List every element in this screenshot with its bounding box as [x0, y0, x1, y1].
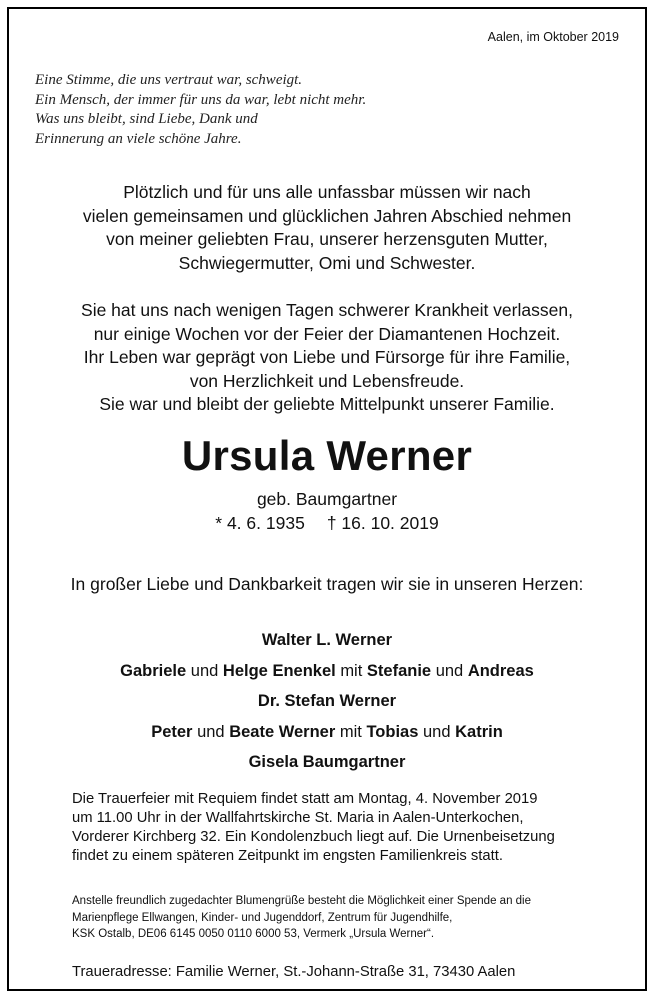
deceased-name: Ursula Werner	[181, 432, 473, 479]
service-info	[72, 790, 555, 866]
family-name: Gisela Baumgartner	[248, 753, 406, 771]
family-name: Dr. Stefan Werner	[257, 692, 397, 710]
poem-line: Eine Stimme, die uns vertraut war, schweigt.	[35, 72, 303, 88]
family-line	[9, 686, 645, 717]
family-line	[9, 625, 645, 656]
family-connector: und	[423, 722, 451, 741]
intro-line: vielen gemeinsamen und glücklichen Jahren Abschied nehmen	[82, 205, 572, 226]
intro-line: Sie war und bleibt der geliebte Mittelpunkt unserer Familie.	[99, 394, 555, 414]
intro-line: Ihr Leben war geprägt von Liebe und Fürsorge für ihre Familie,	[83, 347, 571, 367]
intro-line: von Herzlichkeit und Lebensfreude.	[189, 370, 465, 391]
family-line	[9, 656, 645, 687]
intro-line: von meiner geliebten Frau, unserer herzensguten Mutter,	[106, 229, 548, 249]
poem-line: Was uns bleibt, sind Liebe, Dank und	[35, 111, 258, 127]
family-list	[9, 625, 645, 778]
donation-line: KSK Ostalb, DE06 6145 0050 0110 6000 53, Vermerk „Ursula Werner“.	[72, 928, 435, 940]
intro-line: Schwiegermutter, Omi und Schwester.	[178, 252, 476, 273]
family-line	[9, 717, 645, 748]
birth-date: * 4. 6. 1935	[215, 513, 305, 533]
family-name: Tobias	[366, 722, 419, 741]
family-connector: und	[190, 661, 219, 680]
life-dates	[9, 513, 645, 534]
family-name: Katrin	[455, 722, 503, 741]
family-name: Beate Werner	[229, 722, 336, 741]
poem-line: Erinnerung an viele schöne Jahre.	[35, 130, 242, 147]
service-line: findet zu einem späteren Zeitpunkt im engsten Familienkreis statt.	[72, 848, 503, 864]
family-line	[9, 747, 645, 778]
donation-line: Anstelle freundlich zugedachter Blumengrüße besteht die Möglichkeit einer Spende an die	[72, 895, 532, 907]
family-connector: und	[435, 661, 464, 680]
family-connector: und	[197, 722, 225, 741]
family-name: Helge Enenkel	[222, 661, 336, 680]
donation-line: Marienpflege Ellwangen, Kinder- und Jugenddorf, Zentrum für Jugendhilfe,	[72, 911, 453, 924]
family-name: Andreas	[467, 661, 534, 680]
mourning-address: Traueradresse: Familie Werner, St.-Johann-Straße 31, 73430 Aalen	[72, 964, 516, 980]
intro-line: Plötzlich und für uns alle unfassbar müssen wir nach	[123, 182, 531, 202]
intro-text	[9, 173, 645, 425]
intro-line: nur einige Wochen vor der Feier der Diamantenen Hochzeit.	[93, 323, 561, 344]
born-name: geb. Baumgartner	[256, 489, 398, 509]
service-line: Die Trauerfeier mit Requiem findet statt am Montag, 4. November 2019	[72, 791, 538, 807]
family-connector: mit	[340, 661, 363, 680]
poem-line: Ein Mensch, der immer für uns da war, lebt nicht mehr.	[35, 91, 367, 108]
dateline: Aalen, im Oktober 2019	[487, 30, 619, 44]
intro-line: Sie hat uns nach wenigen Tagen schwerer Krankheit verlassen,	[81, 300, 573, 320]
service-line: um 11.00 Uhr in der Wallfahrtskirche St. Maria in Aalen-Unterkochen,	[72, 810, 524, 826]
dedication: In großer Liebe und Dankbarkeit tragen wir sie in unseren Herzen:	[70, 574, 584, 594]
service-line: Vorderer Kirchberg 32. Ein Kondolenzbuch liegt auf. Die Urnenbeisetzung	[72, 829, 555, 845]
family-name: Peter	[151, 722, 193, 741]
family-connector: mit	[339, 722, 362, 741]
family-name: Stefanie	[366, 661, 432, 680]
donation-info	[72, 893, 531, 943]
death-date: † 16. 10. 2019	[326, 513, 439, 533]
obituary-frame	[7, 7, 647, 991]
family-name: Gabriele	[120, 661, 187, 680]
poem	[35, 71, 366, 149]
family-name: Walter L. Werner	[261, 631, 393, 649]
